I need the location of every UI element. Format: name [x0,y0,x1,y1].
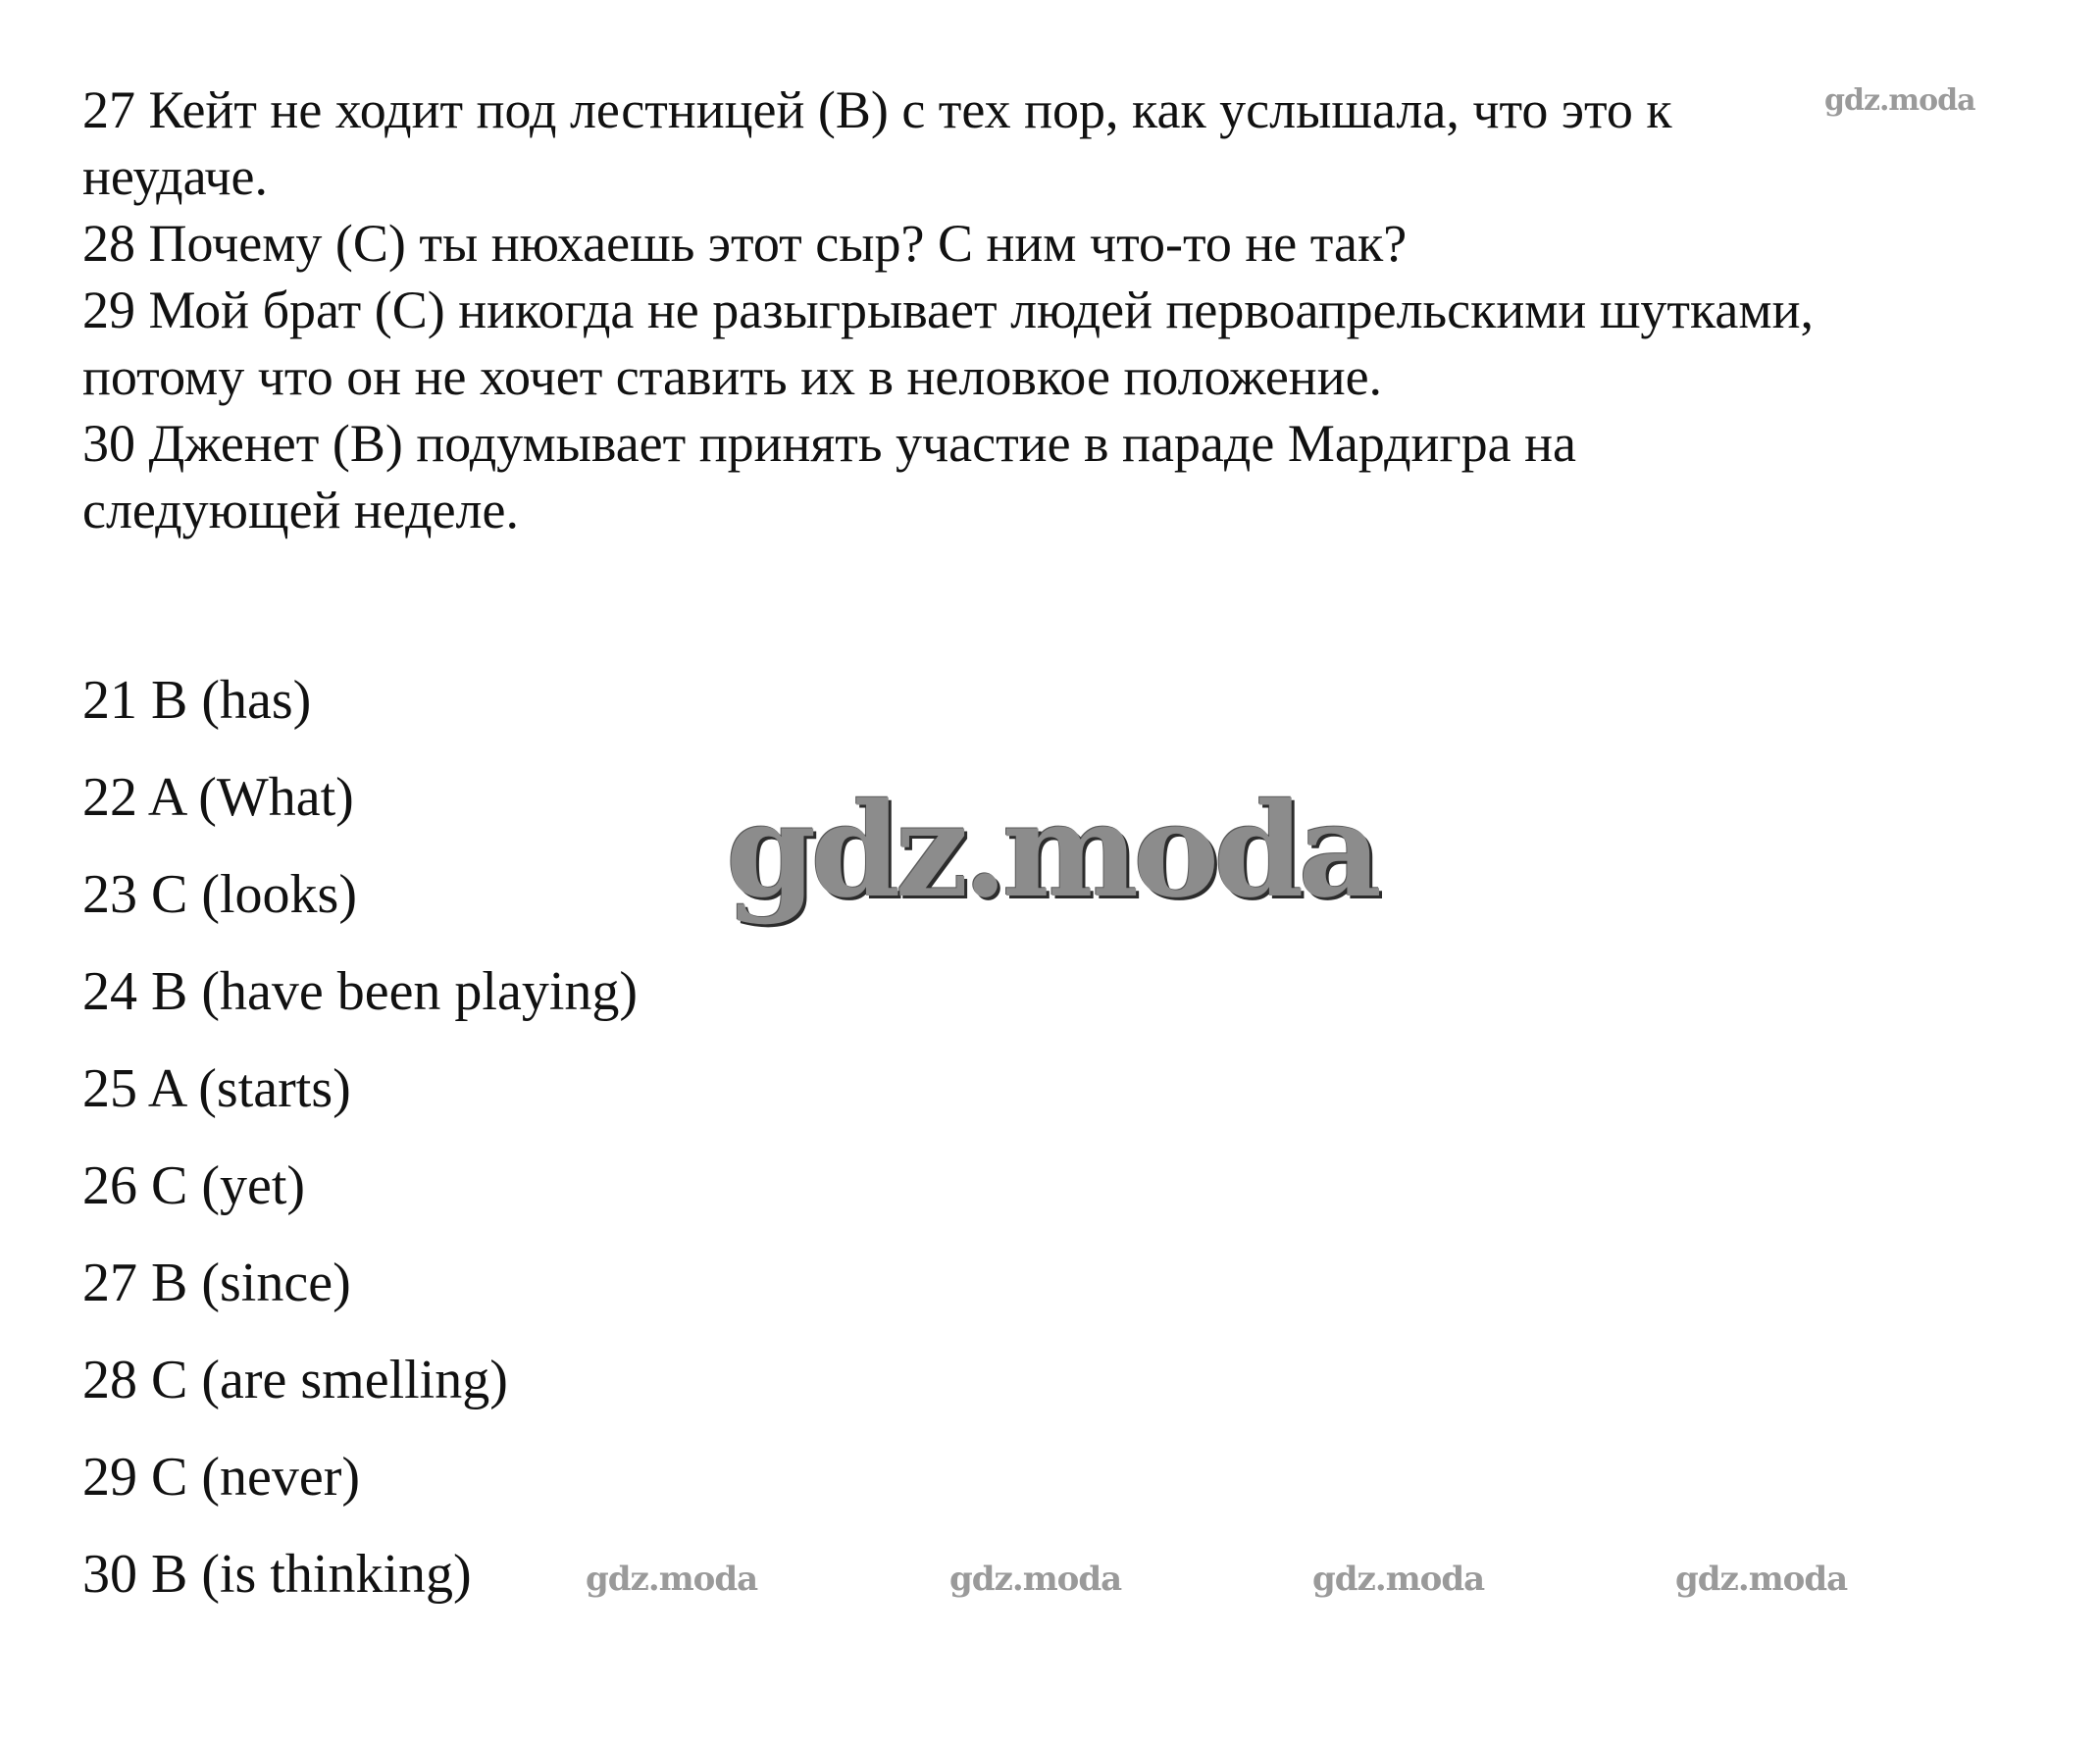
translation-30 [82,410,2044,543]
answer-29: 29 C (never) [82,1447,361,1508]
watermark-top: gdz.moda [1824,83,1975,118]
translations-block [82,77,2044,543]
answer-24: 24 B (have been playing) [82,961,639,1022]
answer-23: 23 C (looks) [82,864,357,925]
watermark-bottom-1: gdz.moda [586,1560,758,1599]
translation-29-line2: потому что он не хочет ставить их в неловкое положение. [82,347,1383,406]
answer-26: 26 C (yet) [82,1155,306,1216]
translation-29 [82,277,2044,410]
translation-28 [82,210,2044,277]
answer-30: 30 B (is thinking) [82,1544,472,1605]
watermark-bottom-3: gdz.moda [1312,1560,1485,1599]
answer-25: 25 A (starts) [82,1058,351,1119]
watermark-center: gdz.moda [726,775,1377,927]
translation-28-line1: 28 Почему (С) ты нюхаешь этот сыр? С ним что-то не так? [82,214,1408,273]
answer-27: 27 B (since) [82,1253,351,1313]
translation-29-line1: 29 Мой брат (С) никогда не разыгрывает людей первоапрельскими шутками, [82,281,1814,339]
translation-27-line2: неудаче. [82,147,269,206]
translation-30-line2: следующей неделе. [82,481,519,539]
watermark-bottom-2: gdz.moda [949,1560,1122,1599]
watermark-bottom-4: gdz.moda [1675,1560,1848,1599]
answer-21: 21 B (has) [82,670,312,731]
answer-22: 22 A (What) [82,767,354,828]
translation-27-line1: 27 Кейт не ходит под лестницей (B) с тех пор, как услышала, что это к [82,80,1672,139]
translation-30-line1: 30 Дженет (В) подумывает принять участие в параде Мардигра на [82,414,1576,473]
answer-28: 28 C (are smelling) [82,1350,508,1410]
translation-27 [82,77,2044,210]
answers-list [82,663,638,1634]
